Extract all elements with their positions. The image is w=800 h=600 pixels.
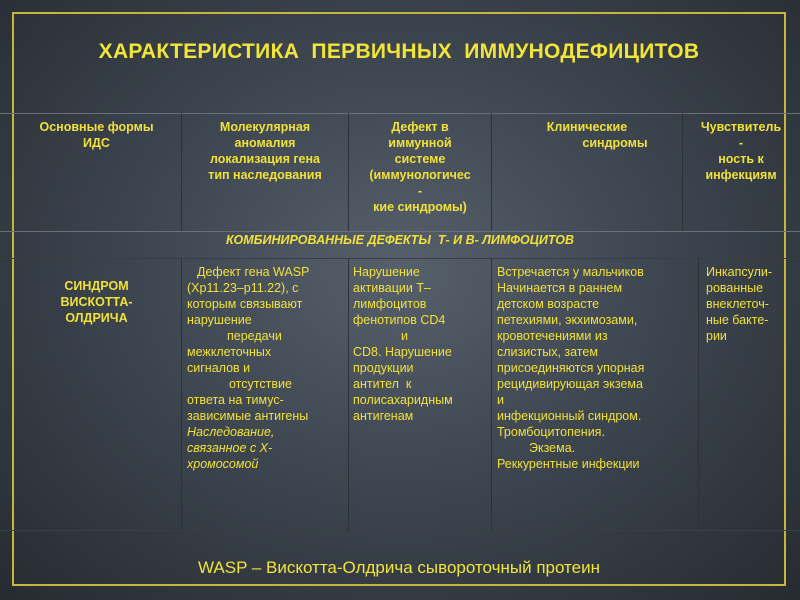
- table-bottom-rule: [0, 530, 800, 531]
- col-divider: [682, 113, 683, 231]
- header-line: ность к: [718, 152, 764, 166]
- cell-line: Начинается в раннем: [497, 281, 623, 295]
- cell-line: и: [497, 393, 504, 407]
- cell-line: кровотечениями из: [497, 329, 608, 343]
- cell-line: фенотипов CD4: [353, 313, 446, 327]
- header-line: -: [417, 184, 423, 198]
- cell-line: отсутствие: [229, 377, 292, 391]
- cell-line: CD8. Нарушение: [353, 345, 452, 359]
- header-line: системе: [394, 152, 446, 166]
- molecular-cell: [187, 264, 347, 472]
- footnote: WASP – Вискотта-Олдрича сывороточный протеин: [197, 558, 600, 577]
- col-divider: [181, 258, 182, 530]
- cell-line: петехиями, экхимозами,: [497, 313, 638, 327]
- header-forms: [14, 119, 179, 151]
- cell-line: Нарушение: [353, 265, 420, 279]
- cell-line: и: [401, 329, 408, 343]
- col-divider: [348, 258, 349, 530]
- header-clinical: [493, 119, 681, 151]
- cell-line: связанное с Х-: [187, 441, 273, 455]
- cell-line: присоединяются упорная: [497, 361, 645, 375]
- cell-line: Инкапсули-: [706, 265, 773, 279]
- header-line: локализация гена: [209, 152, 321, 166]
- header-line: аномалия: [234, 136, 296, 150]
- clinical-cell: [497, 264, 697, 472]
- cell-line: Дефект гена WASP: [197, 265, 310, 279]
- cell-line: рованные: [706, 281, 764, 295]
- header-immune-defect: [350, 119, 490, 215]
- cell-line: антигенам: [353, 409, 414, 423]
- header-line: Молекулярная: [219, 120, 311, 134]
- cell-line: хромосомой: [187, 457, 259, 471]
- cell-line: антител к: [353, 377, 412, 391]
- cell-line: слизистых, затем: [497, 345, 598, 359]
- cell-line: нарушение: [187, 313, 252, 327]
- cell-line: инфекционный синдром.: [497, 409, 642, 423]
- syndrome-name-line: ОЛДРИЧА: [65, 311, 128, 325]
- cell-line: передачи: [227, 329, 282, 343]
- cell-line: зависимые антигены: [187, 409, 309, 423]
- header-line: кие синдромы): [373, 200, 467, 214]
- header-line: (иммунологичес: [369, 168, 471, 182]
- header-line: синдромы: [582, 136, 648, 150]
- col-divider: [491, 258, 492, 530]
- header-susceptibility: [684, 119, 798, 183]
- col-divider: [181, 113, 182, 231]
- cell-line: Реккурентные инфекции: [497, 457, 640, 471]
- cell-line: детском возрасте: [497, 297, 600, 311]
- col-divider: [348, 113, 349, 231]
- cell-line: лимфоцитов: [353, 297, 427, 311]
- section-title: КОМБИНИРОВАННЫЕ ДЕФЕКТЫ Т- И В- ЛИМФОЦИТОВ: [225, 233, 575, 247]
- syndrome-name-line: СИНДРОМ: [64, 279, 129, 293]
- section-bottom-rule: [0, 258, 800, 259]
- header-line: Клинические: [546, 120, 628, 134]
- cell-line: которым связывают: [187, 297, 303, 311]
- cell-line: Встречается у мальчиков: [497, 265, 644, 279]
- header-line: Основные формы: [39, 120, 154, 134]
- header-line: тип наследования: [208, 168, 322, 182]
- cell-line: внеклеточ-: [706, 297, 769, 311]
- cell-line: рецидивирующая экзема: [497, 377, 643, 391]
- cell-line: межклеточных: [187, 345, 272, 359]
- syndrome-name: [14, 278, 179, 326]
- header-line: Дефект в: [391, 120, 449, 134]
- col-divider: [491, 113, 492, 231]
- susceptibility-cell: [706, 264, 798, 344]
- cell-line: рии: [706, 329, 727, 343]
- header-line: иммунной: [388, 136, 452, 150]
- cell-line: активации Т–: [353, 281, 431, 295]
- table-top-rule: [0, 113, 800, 114]
- header-line: ИДС: [83, 136, 110, 150]
- header-line: Чувствитель: [700, 120, 782, 134]
- slide-title: ХАРАКТЕРИСТИКА ПЕРВИЧНЫХ ИММУНОДЕФИЦИТОВ: [98, 40, 700, 63]
- syndrome-name-line: ВИСКОТТА-: [60, 295, 133, 309]
- header-line: -: [738, 136, 744, 150]
- cell-line: ные бакте-: [706, 313, 769, 327]
- cell-line: ответа на тимус-: [187, 393, 284, 407]
- immune-cell: [353, 264, 490, 424]
- cell-line: Экзема.: [529, 441, 576, 455]
- cell-line: Тромбоцитопения.: [497, 425, 605, 439]
- immunodeficiency-table: [0, 113, 800, 530]
- cell-line: продукции: [353, 361, 414, 375]
- header-line: инфекциям: [705, 168, 777, 182]
- cell-line: Наследование,: [187, 425, 275, 439]
- cell-line: (Xp11.23–p11.22), с: [187, 281, 299, 295]
- cell-line: полисахаридным: [353, 393, 453, 407]
- header-molecular: [183, 119, 347, 183]
- cell-line: сигналов и: [187, 361, 251, 375]
- header-bottom-rule: [0, 231, 800, 232]
- col-divider: [698, 258, 699, 530]
